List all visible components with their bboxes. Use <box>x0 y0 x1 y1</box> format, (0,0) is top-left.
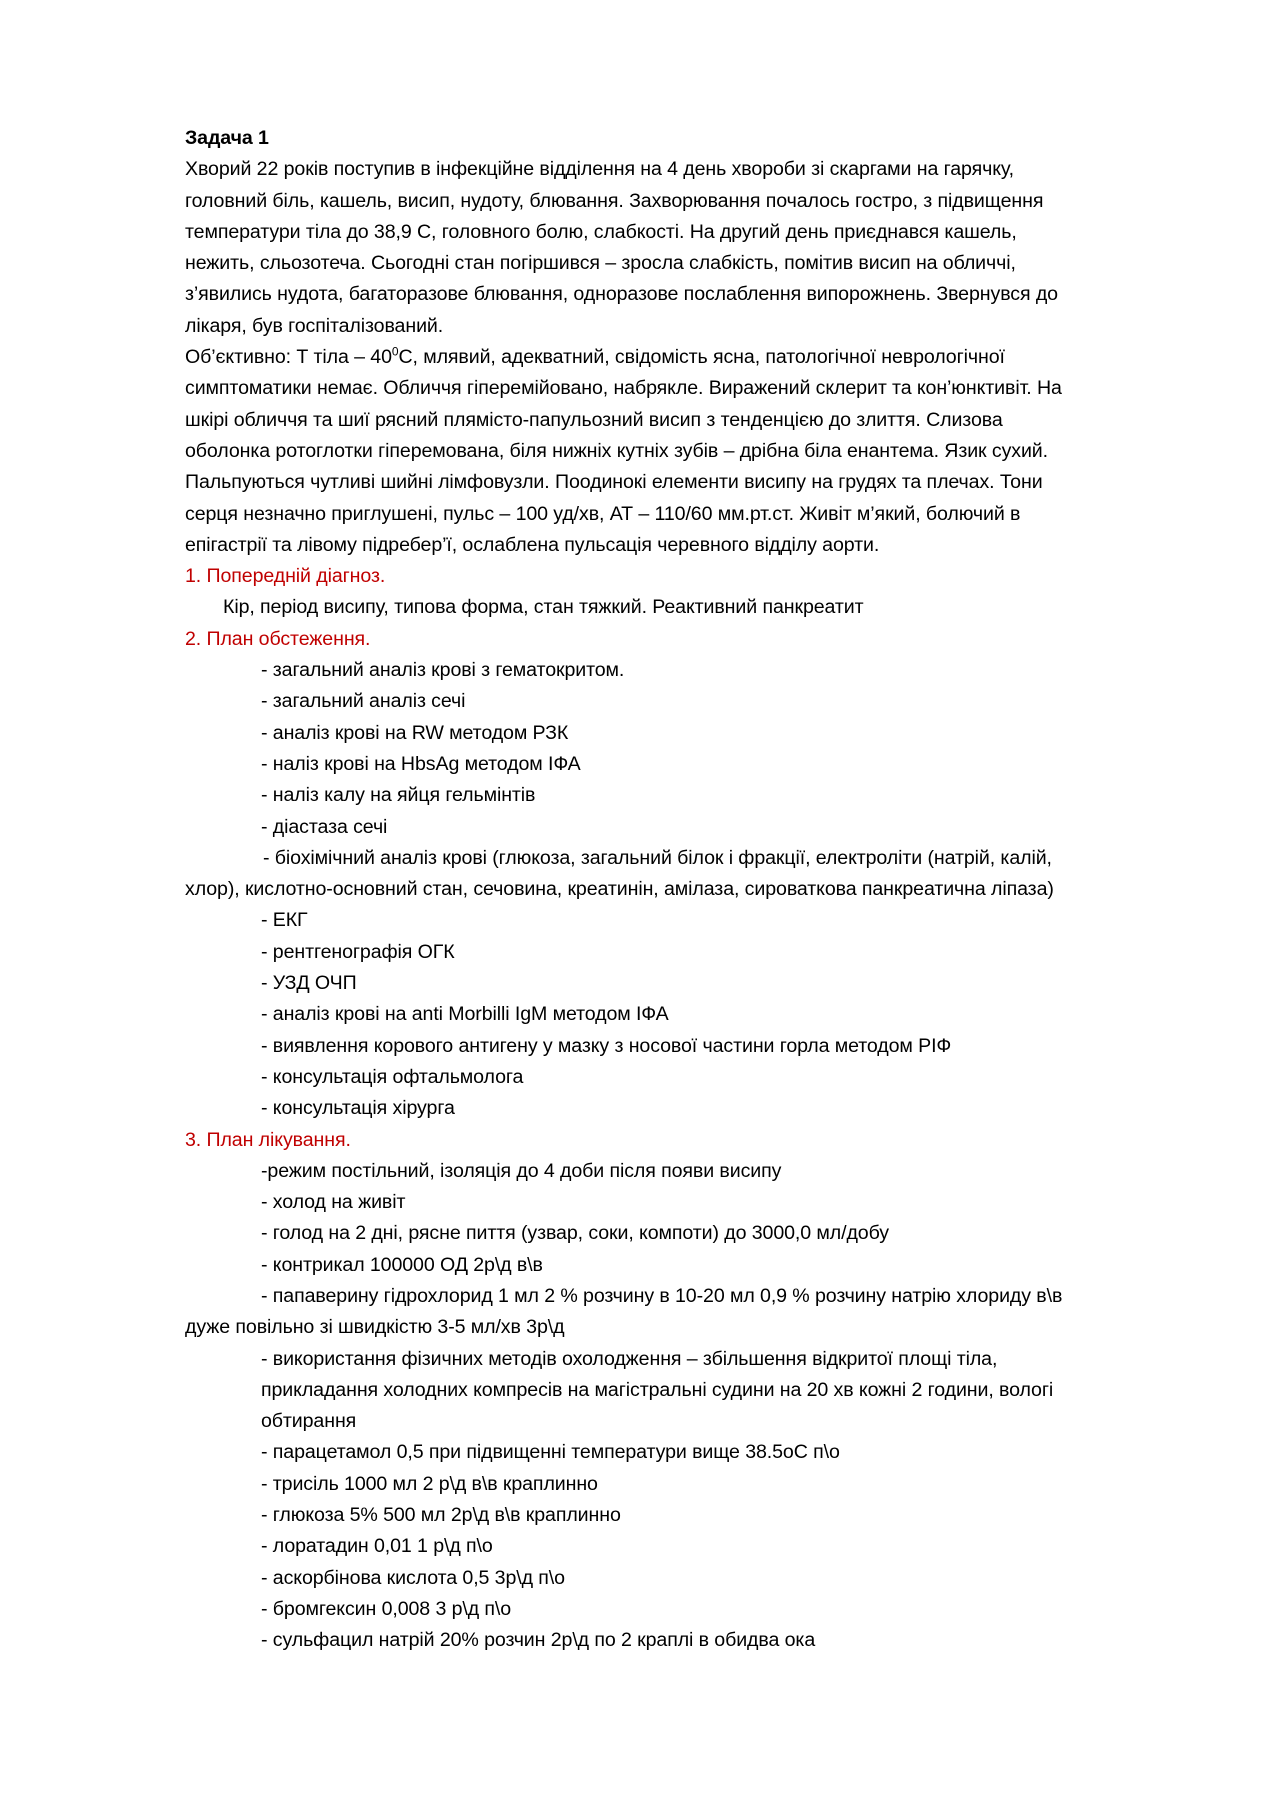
objective-line: оболонка ротоглотки гіперемована, біля нижніх кутніх зубів – дрібна біла енантема. Язик сухий. <box>185 439 1049 462</box>
case-line: нежить, сльозотеча. Сьогодні стан погіршився – зросла слабкість, помітив висип на обличчі, <box>185 252 1016 275</box>
exam-item: - загальний аналіз крові з гематокритом. <box>261 659 625 682</box>
treatment-item: - сульфацил натрій 20% розчин 2р\д по 2 краплі в обидва ока <box>261 1629 816 1652</box>
exam-item: - виявлення корового антигену у мазку з носової частини горла методом РІФ <box>261 1034 952 1057</box>
objective-line: шкірі обличчя та шиї рясний плямісто-папульозний висип з тенденцією до злиття. Слизова <box>185 408 1003 431</box>
treatment-item-cooling: - використання фізичних методів охолодження – збільшення відкритої площі тіла, <box>261 1347 998 1370</box>
exam-item: - консультація хірурга <box>261 1097 455 1120</box>
exam-item: - аналіз крові на RW методом РЗК <box>261 721 569 744</box>
objective-first-line <box>185 342 1185 373</box>
exam-item: - ЕКГ <box>261 909 308 932</box>
treatment-item: - аскорбінова кислота 0,5 3р\д п\о <box>261 1566 565 1589</box>
exam-item: - наліз крові на HbsAg методом ІФА <box>261 752 581 775</box>
case-line: Хворий 22 років поступив в інфекційне відділення на 4 день хвороби зі скаргами на гарячку, <box>185 158 1014 181</box>
task-title: Задача 1 <box>185 127 269 149</box>
treatment-plan-heading: 3. План лікування. <box>185 1128 351 1151</box>
diagnosis-text: Кір, період висипу, типова форма, стан тяжкий. Реактивний панкреатит <box>223 596 864 619</box>
objective-temp-prefix: Об’єктивно: Т тіла – 40 <box>185 346 392 369</box>
treatment-item: -режим постільний, ізоляція до 4 доби після появи висипу <box>261 1159 782 1182</box>
treatment-item-papaverine-cont: дуже повільно зі швидкістю 3-5 мл/хв 3р\д <box>185 1316 565 1339</box>
exam-item-biochem-cont: хлор), кислотно-основний стан, сечовина, креатинін, амілаза, сироваткова панкреатична ліпаза) <box>185 878 1054 901</box>
case-line: головний біль, кашель, висип, нудоту, блювання. Захворювання почалось гостро, з підвищення <box>185 189 1044 212</box>
treatment-item: - контрикал 100000 ОД 2р\д в\в <box>261 1253 543 1276</box>
exam-plan-heading: 2. План обстеження. <box>185 627 371 650</box>
exam-item: - аналіз крові на anti Morbilli IgM методом ІФА <box>261 1003 669 1026</box>
exam-item: - діастаза сечі <box>261 815 388 838</box>
treatment-item-cooling-cont: обтирання <box>261 1410 357 1433</box>
degree-superscript: 0 <box>391 344 399 359</box>
objective-findings <box>185 342 1185 561</box>
exam-item: - УЗД ОЧП <box>261 972 357 995</box>
treatment-item: - глюкоза 5% 500 мл 2р\д в\в краплинно <box>261 1504 621 1527</box>
treatment-item: - трисіль 1000 мл 2 р\д в\в краплинно <box>261 1472 598 1495</box>
treatment-item-cooling-cont: прикладання холодних компресів на магістральні судини на 20 хв кожні 2 години, вологі <box>261 1378 1054 1401</box>
treatment-item: - холод на живіт <box>261 1191 406 1214</box>
diagnosis-heading: 1. Попередній діагноз. <box>185 565 386 588</box>
treatment-plan-section <box>185 1125 1185 1657</box>
exam-item-biochem: - біохімічний аналіз крові (глюкоза, загальний білок і фракції, електроліти (натрій, калій, <box>263 846 1052 869</box>
case-line: лікаря, був госпіталізований. <box>185 314 444 337</box>
exam-item: - консультація офтальмолога <box>261 1065 524 1088</box>
case-line: з’явились нудота, багаторазове блювання, одноразове послаблення випорожнень. Звернувся до <box>185 283 1058 306</box>
objective-line: епігастрії та лівому підребер’ї, ослаблена пульсація черевного відділу аорти. <box>185 533 880 556</box>
treatment-item: - парацетамол 0,5 при підвищенні температури вище 38.5оС п\о <box>261 1441 840 1464</box>
exam-plan-section <box>185 624 1185 1125</box>
objective-line: симптоматики немає. Обличчя гіперемійовано, набрякле. Виражений склерит та кон’юнктивіт. На <box>185 377 1062 400</box>
case-history <box>185 154 1185 342</box>
diagnosis-section <box>185 561 1185 624</box>
case-line: температури тіла до 38,9 С, головного болю, слабкості. На другий день приєднався кашель, <box>185 220 1017 243</box>
treatment-item: - лоратадин 0,01 1 р\д п\о <box>261 1535 493 1558</box>
exam-item: - наліз калу на яйця гельмінтів <box>261 784 536 807</box>
treatment-item: - бромгексин 0,008 3 р\д п\о <box>261 1597 512 1620</box>
objective-temp-suffix: С, млявий, адекватний, свідомість ясна, патологічної неврологічної <box>398 346 1005 369</box>
treatment-item-papaverine: - папаверину гідрохлорид 1 мл 2 % розчину в 10-20 мл 0,9 % розчину натрію хлориду в\в <box>261 1284 1063 1307</box>
exam-item: - загальний аналіз сечі <box>261 690 466 713</box>
objective-line: Пальпуються чутливі шийні лімфовузли. Поодинокі елементи висипу на грудях та плечах. Тони <box>185 471 1043 494</box>
exam-item: - рентгенографія ОГК <box>261 940 455 963</box>
objective-line: серця незначно приглушені, пульс – 100 уд/хв, АТ – 110/60 мм.рт.ст. Живіт м’який, болючий в <box>185 502 1021 525</box>
document-page <box>185 123 1185 1657</box>
treatment-item: - голод на 2 дні, рясне пиття (узвар, соки, компоти) до 3000,0 мл/добу <box>261 1222 889 1245</box>
